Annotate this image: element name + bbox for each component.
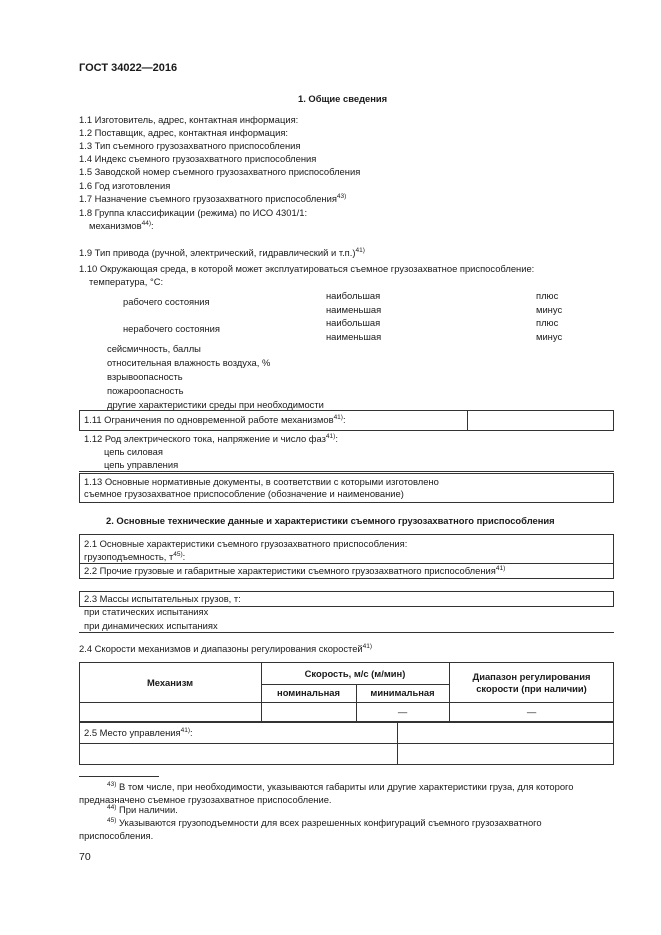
item-2-3: 2.3 Массы испытательных грузов, т:: [84, 593, 241, 604]
footnote-ref: 41): [362, 642, 373, 650]
footnote-ref: 43): [336, 192, 347, 200]
working-min-label: наименьшая: [326, 304, 382, 315]
table-header-mechanism: Механизм: [146, 677, 194, 688]
env-humidity: относительная влажность воздуха, %: [107, 357, 271, 368]
footnote-ref: 41): [325, 432, 336, 440]
footnote-ref: 44): [141, 219, 152, 227]
capacity-label: грузоподъемность, $т^{45)}$:: [84, 550, 186, 562]
item-1-12: 1.12 Род электрического тока, напряжение и число фаз$^{41)}$:: [84, 432, 338, 444]
nonworking-state-label: нерабочего состояния: [123, 323, 220, 334]
table-cell-minimal-dash: —: [397, 706, 408, 717]
env-other: другие характеристики среды при необходимости: [107, 399, 324, 410]
footnote-ref: 45): [173, 550, 183, 558]
divider: [467, 410, 468, 431]
item-1-2: 1.2 Поставщик, адрес, контактная информация:: [79, 127, 289, 138]
footnote-separator: [79, 776, 159, 777]
control-circuit-label: цепь управления: [104, 459, 179, 470]
item-1-3: 1.3 Тип съемного грузозахватного приспособления: [79, 140, 301, 151]
section-2-title: 2. Основные технические данные и характеристики съемного грузозахватного приспособления: [106, 515, 555, 526]
working-min-sign: минус: [536, 304, 563, 315]
footnote-mark: 43): [107, 780, 117, 788]
item-2-1: 2.1 Основные характеристики съемного грузозахватного приспособления:: [84, 538, 408, 549]
table-header-nominal: номинальная: [277, 687, 340, 698]
table-row-divider: [261, 684, 449, 685]
power-circuit-label: цепь силовая: [104, 446, 163, 457]
item-1-8-mechanisms: механизмов$^{44)}$:: [89, 219, 154, 231]
env-seismic: сейсмичность, баллы: [107, 343, 201, 354]
nonworking-max-label: наибольшая: [326, 317, 381, 328]
nonworking-min-label: наименьшая: [326, 331, 382, 342]
item-1-5: 1.5 Заводской номер съемного грузозахватного приспособления: [79, 166, 361, 177]
item-1-9: 1.9 Тип привода (ручной, электрический, гидравлический и т.п.)$^{41)}$: [79, 246, 365, 258]
table-header-speed: Скорость, м/с (м/мин): [304, 668, 406, 679]
footnote-mark: 45): [107, 816, 117, 824]
item-1-1: 1.1 Изготовитель, адрес, контактная информация:: [79, 114, 299, 125]
footnote-43-continued: предназначено съемное грузозахватное приспособление.: [79, 794, 332, 805]
item-2-5: 2.5 Место управления$^{41)}$:: [84, 726, 193, 738]
item-1-11: 1.11 Ограничения по одновременной работе механизмов$^{41)}$:: [84, 413, 346, 425]
divider: [79, 743, 614, 744]
divider: [79, 632, 614, 633]
nonworking-min-sign: минус: [536, 331, 563, 342]
item-1-10: 1.10 Окружающая среда, в которой может эксплуатироваться съемное грузозахватное приспособление:: [79, 263, 535, 274]
footnote-ref: 41): [355, 246, 365, 254]
item-2-2: 2.2 Прочие грузовые и габаритные характеристики съемного грузозахватного приспособления$^{41)}$: [84, 564, 506, 576]
table-header-range-line-2: скорости (при наличии): [476, 683, 587, 694]
working-max-label: наибольшая: [326, 290, 381, 301]
item-1-8: 1.8 Группа классификации (режима) по ИСО 4301/1:: [79, 207, 308, 218]
item-1-4: 1.4 Индекс съемного грузозахватного приспособления: [79, 153, 317, 164]
item-1-7: 1.7 Назначение съемного грузозахватного приспособления$^{43)}$: [79, 192, 347, 204]
section-1-title: 1. Общие сведения: [298, 93, 388, 104]
footnote-44: $^{44)}$ При наличии.: [107, 803, 178, 815]
item-1-13-line-2: съемное грузозахватное приспособление (обозначение и наименование): [84, 488, 404, 499]
footnote-ref: 41): [333, 413, 343, 421]
table-header-range-line-1: Диапазон регулирования: [472, 671, 591, 682]
table-cell-range-dash: —: [526, 706, 537, 717]
working-state-label: рабочего состояния: [123, 296, 210, 307]
env-explosion: взрывоопасность: [107, 371, 183, 382]
table-row-divider: [79, 702, 614, 703]
divider: [79, 563, 614, 564]
working-max-sign: плюс: [536, 290, 559, 301]
item-1-13-line-1: 1.13 Основные нормативные документы, в соответствии с которыми изготовлено: [84, 476, 439, 487]
item-2-4: 2.4 Скорости механизмов и диапазоны регулирования скоростей$^{41)}$: [79, 642, 373, 654]
nonworking-max-sign: плюс: [536, 317, 559, 328]
table-header-minimal: минимальная: [370, 687, 435, 698]
document-header: ГОСТ 34022—2016: [79, 62, 178, 74]
footnote-43: $^{43)}$ В том числе, при необходимости, указываются габариты или другие характеристики груза, для которого: [107, 780, 574, 792]
footnote-45: $^{45)}$ Указываются грузоподъемности для всех разрешенных конфигураций съемного грузозахватного: [107, 816, 542, 828]
page-number: 70: [79, 851, 91, 863]
static-test-label: при статических испытаниях: [84, 606, 209, 617]
item-1-6: 1.6 Год изготовления: [79, 180, 171, 191]
footnote-ref: 41): [180, 726, 190, 734]
temperature-label: температура, °С:: [89, 276, 164, 287]
footnote-ref: 41): [495, 564, 506, 572]
divider: [79, 471, 614, 472]
footnote-45-continued: приспособления.: [79, 830, 154, 841]
footnote-mark: 44): [107, 803, 117, 811]
dynamic-test-label: при динамических испытаниях: [84, 620, 218, 631]
env-fire: пожароопасность: [107, 385, 184, 396]
